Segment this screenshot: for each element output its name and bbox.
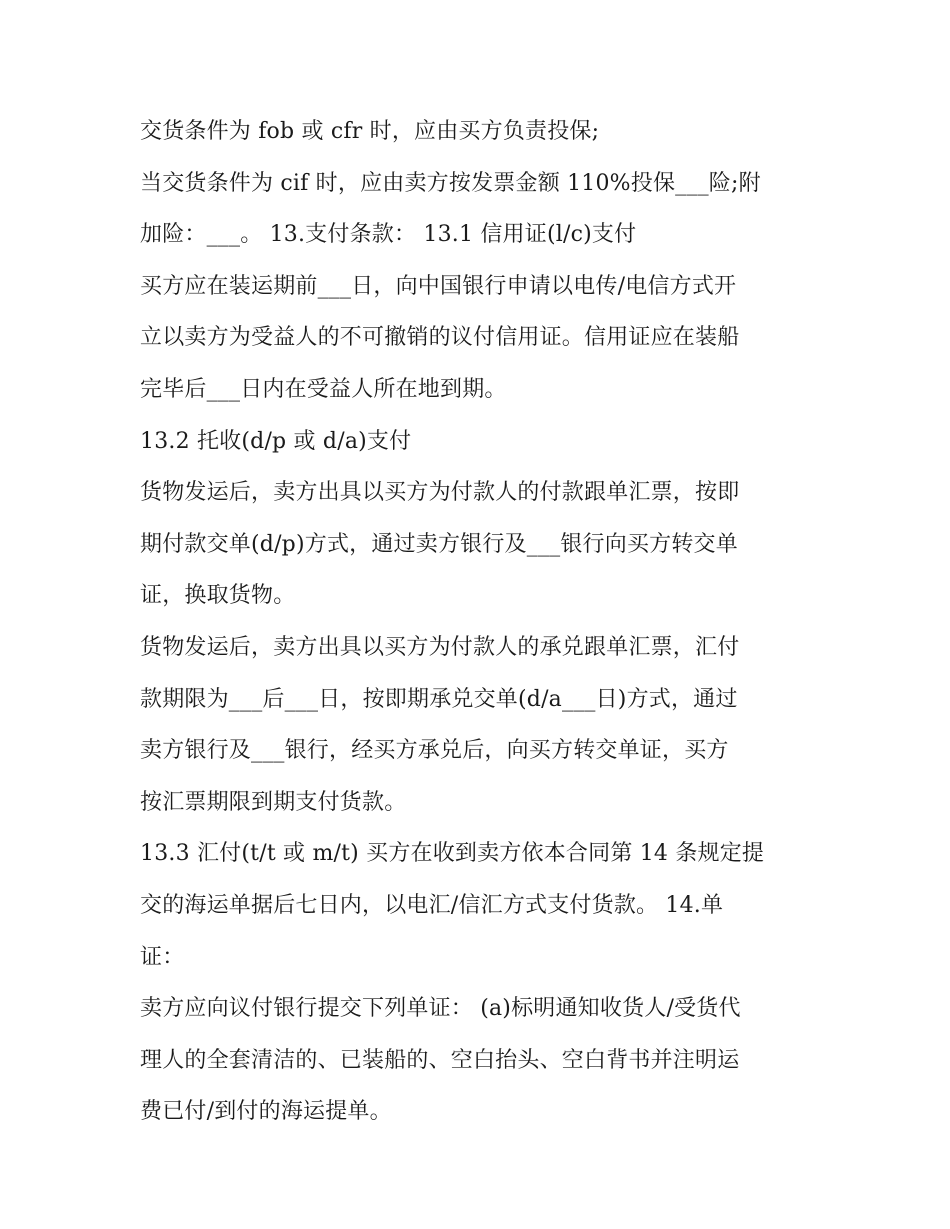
- text-line: 13.3 汇付(t/t 或 m/t) 买方在收到卖方依本合同第 14 条规定提: [140, 841, 765, 867]
- text-line: 费已付/到付的海运提单。: [140, 1099, 392, 1125]
- text-line: 买方应在装运期前___日，向中国银行申请以电传/电信方式开: [140, 273, 737, 299]
- text-line: 卖方应向议付银行提交下列单证： (a)标明通知收货人/受货代: [140, 996, 741, 1022]
- text-line: 证，换取货物。: [140, 583, 296, 609]
- text-line: 卖方银行及___银行，经买方承兑后，向买方转交单证，买方: [140, 738, 729, 764]
- text-line: 货物发运后，卖方出具以买方为付款人的承兑跟单汇票，汇付: [140, 634, 740, 660]
- text-line: 交的海运单据后七日内，以电汇/信汇方式支付货款。 14.单: [140, 892, 724, 918]
- text-line: 货物发运后，卖方出具以买方为付款人的付款跟单汇票，按即: [140, 480, 740, 506]
- document-body: [140, 106, 830, 1138]
- text-line: 完毕后___日内在受益人所在地到期。: [140, 376, 507, 402]
- text-line: 理人的全套清洁的、已装船的、空白抬头、空白背书并注明运: [140, 1047, 740, 1073]
- text-line: 交货条件为 fob 或 cfr 时，应由买方负责投保;: [140, 119, 600, 144]
- text-line: 立以卖方为受益人的不可撤销的议付信用证。信用证应在装船: [140, 325, 740, 351]
- text-line: 款期限为___后___日，按即期承兑交单(d/a___日)方式，通过: [140, 686, 738, 712]
- text-line: 按汇票期限到期支付货款。: [140, 789, 407, 815]
- text-line: 当交货条件为 cif 时，应由卖方按发票金额 110%投保___险;附: [140, 170, 761, 196]
- text-line: 加险：___。 13.支付条款： 13.1 信用证(l/c)支付: [140, 222, 637, 248]
- section-heading: 13.2 托收(d/p 或 d/a)支付: [140, 428, 412, 454]
- text-line: 期付款交单(d/p)方式，通过卖方银行及___银行向买方转交单: [140, 531, 738, 557]
- text-line: 证：: [140, 944, 185, 970]
